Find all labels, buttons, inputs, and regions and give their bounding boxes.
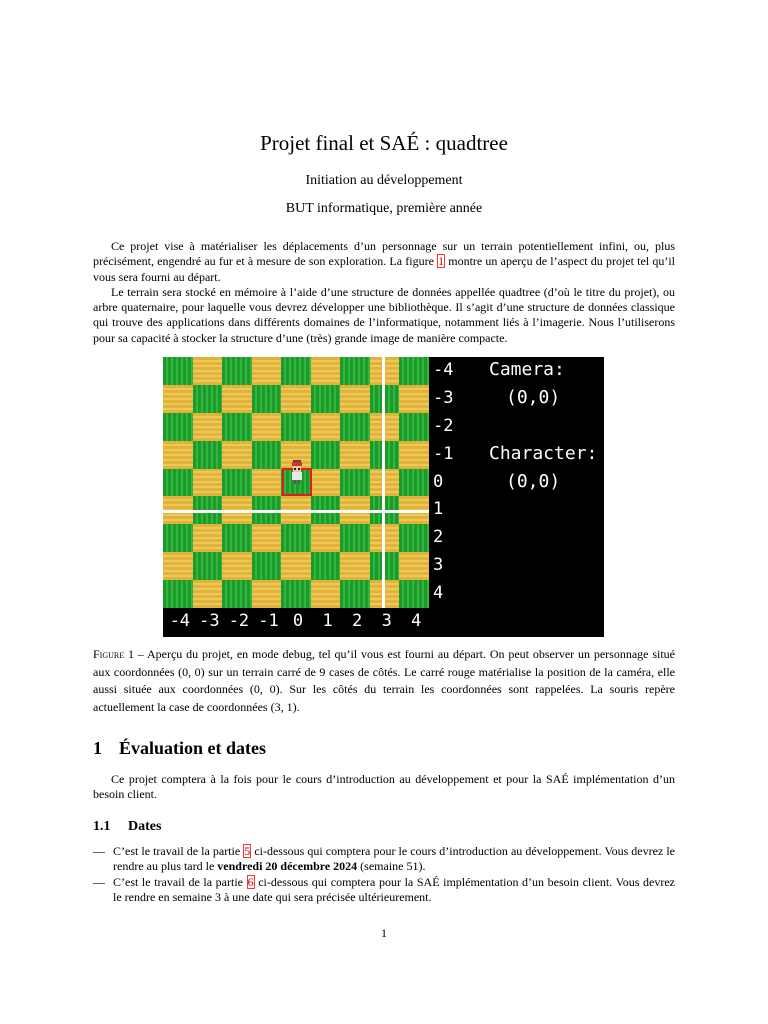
section-1-1-heading: [93, 819, 161, 835]
caption-label: Figure: [93, 647, 125, 661]
terrain-cell: [222, 552, 252, 580]
y-coordinate-label: 2: [433, 527, 444, 548]
x-coordinate-label: -1: [258, 611, 279, 631]
section-1-number: 1: [93, 738, 102, 758]
terrain-cell: [399, 385, 429, 413]
terrain-cell: [399, 413, 429, 441]
terrain-cell: [193, 524, 223, 552]
caption-number: 1 –: [127, 647, 144, 661]
terrain-cell: [340, 385, 370, 413]
x-coordinate-label: 0: [292, 611, 304, 631]
terrain-cell: [281, 552, 311, 580]
list-item-text-b: ci-dessous qui comptera pour le cours d’introduction au développement. Vous devrez le rendre au plus tard le: [113, 844, 675, 874]
terrain-cell: [399, 441, 429, 469]
terrain-cell: [163, 580, 193, 608]
mouse-vertical-crosshair: [382, 357, 385, 608]
x-coordinate-label: -3: [199, 611, 220, 631]
list-item-text-a: C’est le travail de la partie: [113, 874, 247, 889]
terrain-cell: [193, 385, 223, 413]
section-reference-link[interactable]: 5: [244, 844, 251, 858]
camera-value: (0,0): [506, 387, 561, 408]
terrain-cell: [340, 580, 370, 608]
x-coordinate-label: -2: [228, 611, 250, 631]
terrain-cell: [222, 469, 252, 497]
terrain-cell: [340, 441, 370, 469]
x-coordinate-label: 3: [381, 611, 392, 631]
terrain-cell: [193, 413, 223, 441]
terrain-cell: [163, 524, 193, 552]
terrain-cell: [399, 524, 429, 552]
section-1-heading: [93, 738, 266, 759]
terrain-cell: [163, 441, 193, 469]
dates-list: [93, 844, 675, 905]
section-1-text: [93, 772, 675, 803]
terrain-cell: [340, 357, 370, 385]
terrain-cell: [340, 469, 370, 497]
terrain-cell: [281, 524, 311, 552]
intro-text: [93, 239, 675, 346]
terrain-cell: [281, 357, 311, 385]
terrain-cell: [252, 552, 282, 580]
terrain-cell: [311, 413, 341, 441]
terrain-cell: [399, 357, 429, 385]
terrain-cell: [399, 580, 429, 608]
terrain-cell: [340, 413, 370, 441]
document-title: Projet final et SAÉ : quadtree: [260, 131, 508, 155]
terrain-cell: [163, 413, 193, 441]
terrain-cell: [193, 552, 223, 580]
terrain-cell: [222, 413, 252, 441]
document-subtitle-program: BUT informatique, première année: [285, 201, 483, 216]
terrain-cell: [311, 580, 341, 608]
x-coordinate-label: -4: [169, 611, 191, 631]
list-item-text-a: C’est le travail de la partie: [113, 844, 244, 858]
terrain-cell: [193, 357, 223, 385]
y-coordinate-label: -1: [433, 443, 454, 464]
terrain-cell: [311, 441, 341, 469]
game-screenshot-figure: [163, 357, 604, 637]
terrain-cell: [163, 357, 193, 385]
terrain-cell: [252, 580, 282, 608]
mouse-horizontal-crosshair: [163, 510, 429, 513]
list-dash: —: [93, 874, 105, 889]
figure-caption: [93, 646, 675, 716]
terrain-cell: [163, 385, 193, 413]
terrain-cell: [399, 469, 429, 497]
x-coordinate-label: 4: [411, 611, 422, 631]
terrain-cell: [252, 357, 282, 385]
section-reference-link[interactable]: 6: [247, 874, 254, 889]
terrain-cell: [193, 469, 223, 497]
list-item: [93, 875, 675, 906]
terrain-cell: [281, 385, 311, 413]
list-dash: —: [93, 844, 105, 858]
terrain-cell: [252, 385, 282, 413]
section-1-title: Évaluation et dates: [119, 738, 267, 758]
document-subtitle-course: Initiation au développement: [305, 173, 463, 188]
terrain-cell: [281, 580, 311, 608]
section-1-1-title: Dates: [128, 819, 162, 834]
caption-text: Aperçu du projet, en mode debug, tel qu’il vous est fourni au départ. On peut observer un personnage situé aux coordonnées (0, 0) sur un terrain carré de 9 cases de côtés. Le carré rouge matérialise la position de la caméra, elle aussi située aux coordonnées (0, 0). Sur les côtés du terrain les coordonnées sont rappelées. La souris repère actuellement la case de coordonnées (3, 1).: [93, 647, 675, 714]
terrain-cell: [222, 524, 252, 552]
terrain-cell: [311, 524, 341, 552]
intro-paragraph-1: [93, 239, 675, 285]
terrain-cell: [252, 469, 282, 497]
character-value: (0,0): [506, 471, 561, 492]
y-coordinate-label: 3: [433, 555, 444, 576]
list-item-text-c: (semaine 51).: [357, 859, 426, 874]
terrain-cell: [340, 524, 370, 552]
y-coordinate-label: 1: [433, 499, 444, 520]
x-coordinate-label: 1: [322, 611, 333, 631]
section-1-paragraph: Ce projet comptera à la fois pour le cours d’introduction au développement et pour la SAÉ implémentation d’un besoin client.: [93, 772, 675, 802]
intro-p1-text-b: montre un aperçu de l’aspect du projet tel qu’il vous sera fourni au départ.: [93, 254, 675, 284]
y-coordinate-label: -2: [433, 415, 454, 436]
terrain-cell: [252, 441, 282, 469]
y-coordinate-label: 4: [433, 583, 444, 604]
terrain-cell: [193, 580, 223, 608]
terrain-cell: [311, 469, 341, 497]
terrain-cell: [222, 580, 252, 608]
list-item-text-b: ci-dessous qui comptera pour la SAÉ implémentation d’un besoin client. Vous devrez le rendre en semaine 3 à une date qui sera précisée ultérieurement.: [113, 874, 676, 904]
intro-paragraph-2: Le terrain sera stocké en mémoire à l’aide d’une structure de données appellée quadtree (d’où le titre du projet), ou arbre quaternaire, pour laquelle vous devrez développer une bibliothèque. Il s’agit d’une structure de données classique qui trouve des applications dans différents domaines de l’informatique, notamment liés à l’imagerie. Nous l’utiliserons pour sa capacité à stocker la structure d’une (très) grande image de manière compacte.: [93, 284, 675, 345]
terrain-cell: [399, 552, 429, 580]
terrain-cell: [222, 357, 252, 385]
terrain-cell: [311, 357, 341, 385]
terrain-cell: [163, 552, 193, 580]
intro-p1-text-a: Ce projet vise à matérialiser les déplacements d’un personnage sur un terrain potentiellement infini, ou, plus précisément, engendré au fur et à mesure de son exploration. La figure: [93, 239, 675, 269]
page-number: 1: [381, 926, 387, 940]
y-coordinate-label: -4: [433, 360, 454, 380]
y-coordinate-label: 0: [433, 471, 444, 492]
terrain-cell: [222, 385, 252, 413]
terrain-cell: [311, 385, 341, 413]
terrain-cell: [340, 552, 370, 580]
terrain-cell: [311, 552, 341, 580]
section-1-1-number: 1.1: [93, 819, 111, 834]
terrain-cell: [163, 469, 193, 497]
terrain-cell: [252, 413, 282, 441]
terrain-cell: [252, 524, 282, 552]
terrain-cell: [222, 441, 252, 469]
deadline-date: vendredi 20 décembre 2024: [217, 859, 358, 874]
y-coordinate-label: -3: [433, 387, 454, 408]
list-item: [93, 844, 675, 875]
terrain-cell: [281, 413, 311, 441]
terrain-cell: [193, 441, 223, 469]
character-sprite-icon: [289, 460, 305, 486]
x-coordinate-label: 2: [352, 611, 363, 631]
character-label: Character:: [489, 443, 598, 464]
figure-reference-link[interactable]: 1: [438, 254, 445, 269]
camera-label: Camera:: [489, 359, 565, 380]
